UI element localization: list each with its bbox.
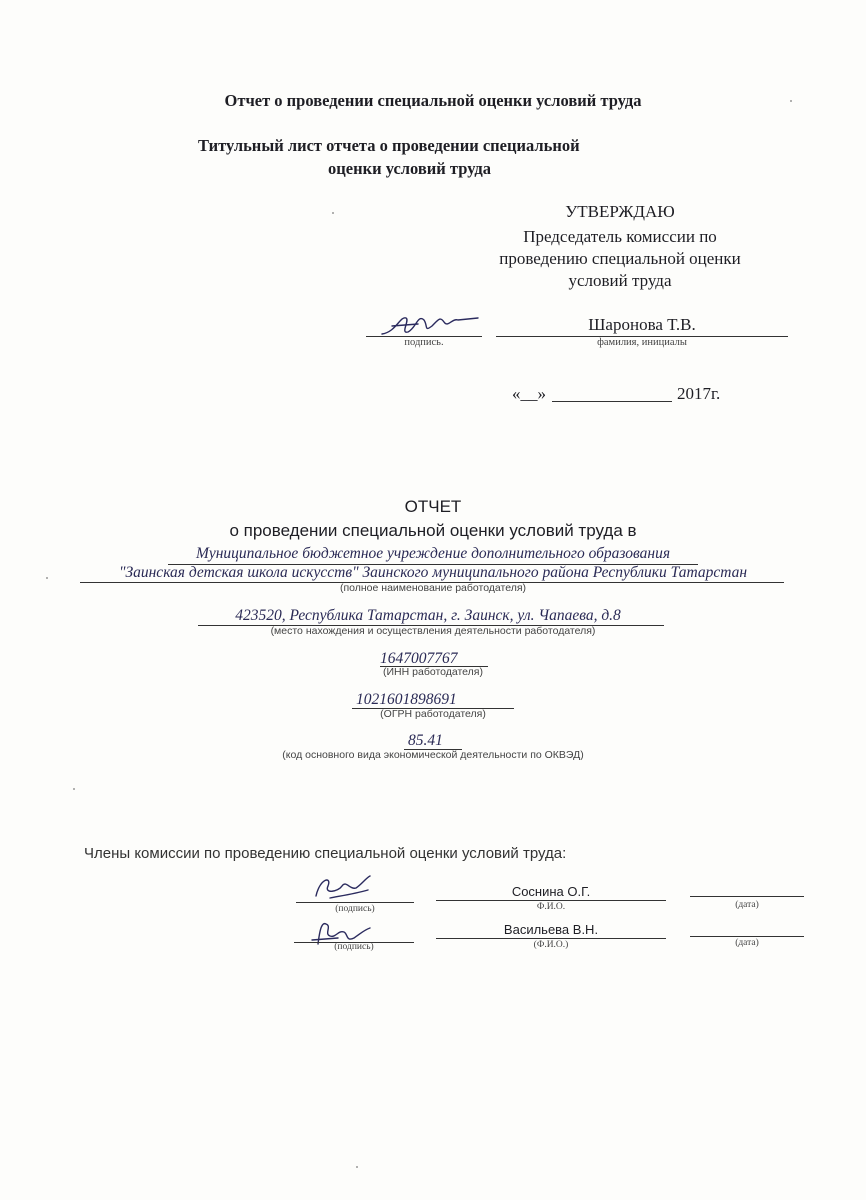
member-1-signature-line — [296, 902, 414, 903]
member-2-date-caption: (дата) — [735, 938, 759, 948]
ogrn-caption: (ОГРН работодателя) — [380, 708, 486, 720]
member-1-name-line — [436, 900, 666, 901]
employer-okved: 85.41 — [408, 732, 443, 749]
member-1-name: Соснина О.Г. — [511, 884, 591, 899]
scan-speck — [332, 212, 334, 214]
chairman-signature-caption: подпись. — [404, 337, 444, 348]
chairman-signature — [378, 308, 488, 338]
approval-role-line1: Председатель комиссии по — [523, 227, 717, 246]
member-1-date-line — [690, 896, 804, 897]
member-2-name-line — [436, 938, 666, 939]
member-2-name-caption: (Ф.И.О.) — [533, 940, 569, 950]
report-subheading: о проведении специальной оценки условий труда в — [229, 521, 637, 540]
member-2-name: Васильева В.Н. — [503, 922, 599, 937]
employer-ogrn: 1021601898691 — [356, 691, 457, 708]
approval-date-year: 2017г. — [677, 384, 721, 403]
address-caption: (место нахождения и осуществления деятельности работодателя) — [270, 625, 596, 637]
employer-caption: (полное наименование работодателя) — [339, 582, 527, 594]
document-title: Отчет о проведении специальной оценки условий труда — [224, 91, 642, 110]
report-heading: ОТЧЕТ — [404, 497, 462, 516]
approval-date-prefix: «__» — [512, 384, 546, 403]
employer-name-line1: Муниципальное бюджетное учреждение дополнительного образования — [195, 545, 671, 562]
chairman-name: Шаронова Т.В. — [588, 315, 696, 334]
member-2-date-line — [690, 936, 804, 937]
inn-caption: (ИНН работодателя) — [383, 666, 483, 678]
scan-speck — [356, 1166, 358, 1168]
employer-inn: 1647007767 — [380, 650, 458, 667]
approval-date-line — [552, 401, 672, 402]
member-1-date-caption: (дата) — [735, 900, 759, 910]
scan-speck — [790, 100, 792, 102]
employer-name-line2: "Заинская детская школа искусств" Заинского муниципального района Республики Татарстан — [118, 564, 748, 581]
scan-speck — [46, 577, 48, 579]
okved-caption: (код основного вида экономической деятельности по ОКВЭД) — [282, 749, 584, 761]
title-page-subtitle-line1: Титульный лист отчета о проведении специальной — [198, 136, 580, 155]
approval-role-line3: условий труда — [568, 271, 672, 290]
member-1-name-caption: Ф.И.О. — [536, 902, 566, 912]
scan-speck — [73, 788, 75, 790]
member-1-signature — [310, 872, 380, 902]
chairman-name-caption: фамилия, инициалы — [597, 337, 687, 348]
commission-heading: Члены комиссии по проведению специальной оценки условий труда: — [84, 845, 567, 862]
member-2-signature-caption: (подпись) — [334, 942, 374, 952]
member-1-signature-caption: (подпись) — [335, 904, 375, 914]
approval-role-line2: проведению специальной оценки — [499, 249, 741, 268]
approval-heading: УТВЕРЖДАЮ — [565, 202, 675, 221]
title-page-subtitle-line2: оценки условий труда — [328, 159, 492, 178]
employer-address: 423520, Республика Татарстан, г. Заинск, ул. Чапаева, д.8 — [235, 607, 621, 624]
